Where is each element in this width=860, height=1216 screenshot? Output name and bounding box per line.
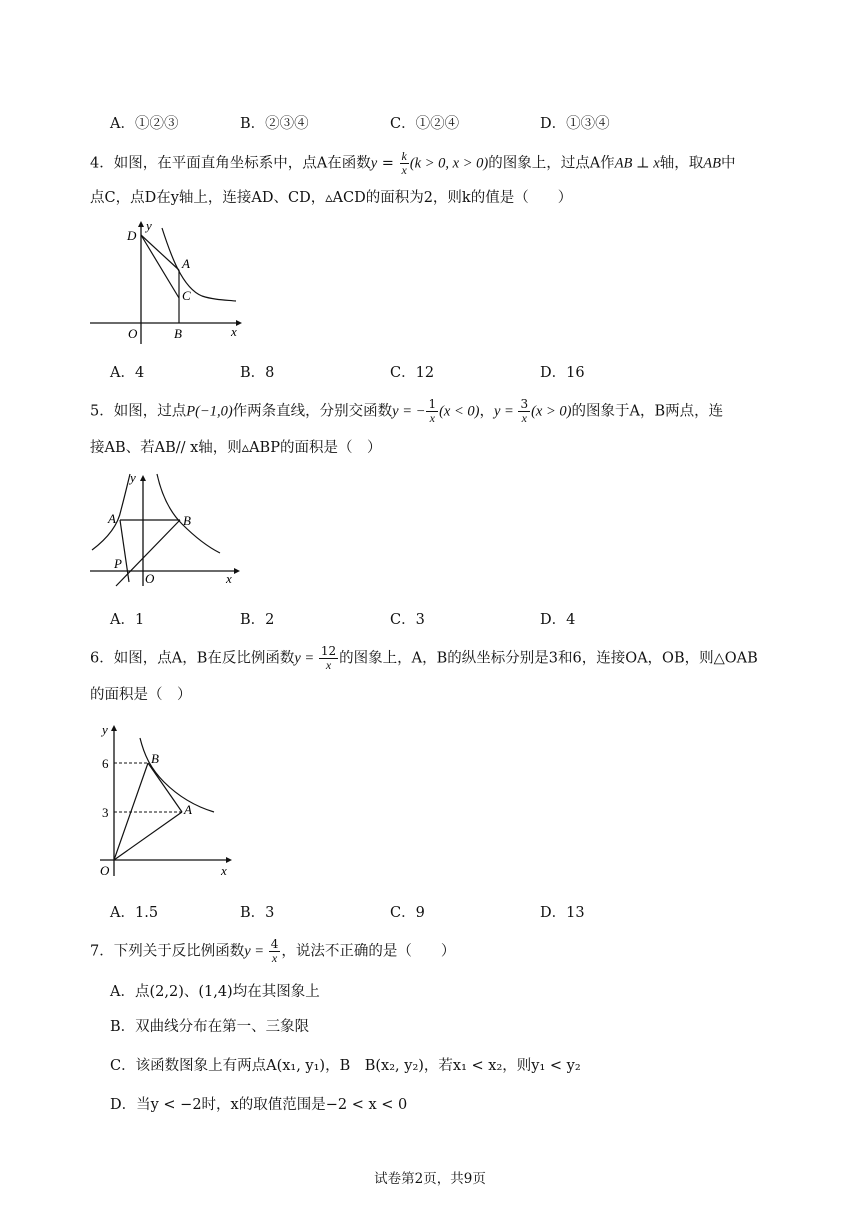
q6-label-o: O xyxy=(100,863,110,878)
q3-option-b: B．②③④ xyxy=(240,116,309,132)
q7-choice-a: A．点(2,2)、(1,4)均在其图象上 xyxy=(110,984,320,1000)
q6-label-6: 6 xyxy=(102,756,109,771)
q4-line1: 4．如图，在平面直角坐标系中，点A在函数y = $\frac{k}{x}$ (k > 0, x > 0)的图象上，过点A作AB ⊥ x轴，取AB中 xyxy=(90,149,736,177)
q3-option-a: A．①②③ xyxy=(110,116,179,132)
q5-option-d: D．4 xyxy=(540,612,576,628)
q6-label-x: x xyxy=(221,863,227,878)
q7-fraction: $\frac{4}{x}$ xyxy=(270,937,279,965)
q4-label-a: A xyxy=(182,256,190,271)
q6-fraction: $\frac{12}{x}$ xyxy=(320,644,337,672)
q4-option-d: D．16 xyxy=(540,365,585,381)
q4-option-c: C．12 xyxy=(390,365,435,381)
q5-line1: 5．如图，过点P(−1,0)作两条直线，分别交函数y = − $\frac{1}{x}$ (x < 0)，y = $\frac{3}{x}$ (x > 0)的图象于A，B两点，连 xyxy=(90,397,724,425)
page-footer: 试卷第2页，共9页 xyxy=(374,1171,486,1187)
q4-label-o: O xyxy=(128,326,138,341)
q5-label-x: x xyxy=(226,571,232,586)
q4-label-b: B xyxy=(174,326,182,341)
q5-option-c: C．3 xyxy=(390,612,425,628)
q4-label-x: x xyxy=(231,324,237,339)
q6-option-d: D．13 xyxy=(540,905,585,921)
q4-label-d: D xyxy=(127,228,137,243)
q5-figure xyxy=(86,470,246,588)
q5-line2: 接AB、若AB// x轴，则▵ABP的面积是（ ） xyxy=(90,440,382,456)
q6-label-3: 3 xyxy=(102,805,109,820)
q5-label-a: A xyxy=(108,511,116,526)
q3-option-d: D．①③④ xyxy=(540,116,610,132)
q4-option-b: B．8 xyxy=(240,365,275,381)
q6-option-a: A．1.5 xyxy=(110,905,159,921)
q6-option-b: B．3 xyxy=(240,905,275,921)
q5-option-a: A．1 xyxy=(110,612,145,628)
q4-fraction: $\frac{k}{x}$ xyxy=(401,149,407,177)
q5-label-b: B xyxy=(183,513,191,528)
q6-curve xyxy=(140,738,214,812)
q5-fraction-2: $\frac{3}{x}$ xyxy=(520,397,529,425)
q4-label-c: C xyxy=(182,288,191,303)
q7-choice-b: B．双曲线分布在第一、三象限 xyxy=(110,1019,310,1035)
q5-option-b: B．2 xyxy=(240,612,275,628)
q6-line2: 的面积是（ ） xyxy=(90,687,192,703)
q5-label-p: P xyxy=(114,556,122,571)
q7-choice-c: C．该函数图象上有两点A(x₁, y₁)，B B(x₂, y₂)，若x₁ < x₂，则y₁ < y₂ xyxy=(110,1058,581,1074)
q6-label-a: A xyxy=(184,802,192,817)
q4-figure xyxy=(86,218,246,346)
q6-option-c: C．9 xyxy=(390,905,425,921)
q5-label-y: y xyxy=(130,470,136,485)
q4-line2: 点C，点D在y轴上，连接AD、CD，▵ACD的面积为2，则k的值是（ ） xyxy=(90,190,573,206)
q6-line1: 6．如图，点A，B在反比例函数y = $\frac{12}{x}$ 的图象上，A，B的纵坐标分别是3和6，连接OA，OB，则△OAB xyxy=(90,644,758,672)
q3-option-c: C．①②④ xyxy=(390,116,460,132)
q5-fraction-1: $\frac{1}{x}$ xyxy=(428,397,437,425)
q7-line1: 7．下列关于反比例函数y = $\frac{4}{x}$ ，说法不正确的是（ ） xyxy=(90,937,456,965)
q6-figure xyxy=(98,718,238,880)
q4-label-y: y xyxy=(146,218,152,233)
q6-label-b: B xyxy=(151,751,159,766)
q5-label-o: O xyxy=(145,571,155,586)
q6-label-y: y xyxy=(102,722,108,737)
q4-option-a: A．4 xyxy=(110,365,145,381)
q7-choice-d: D．当y < −2时，x的取值范围是−2 < x < 0 xyxy=(110,1097,408,1113)
